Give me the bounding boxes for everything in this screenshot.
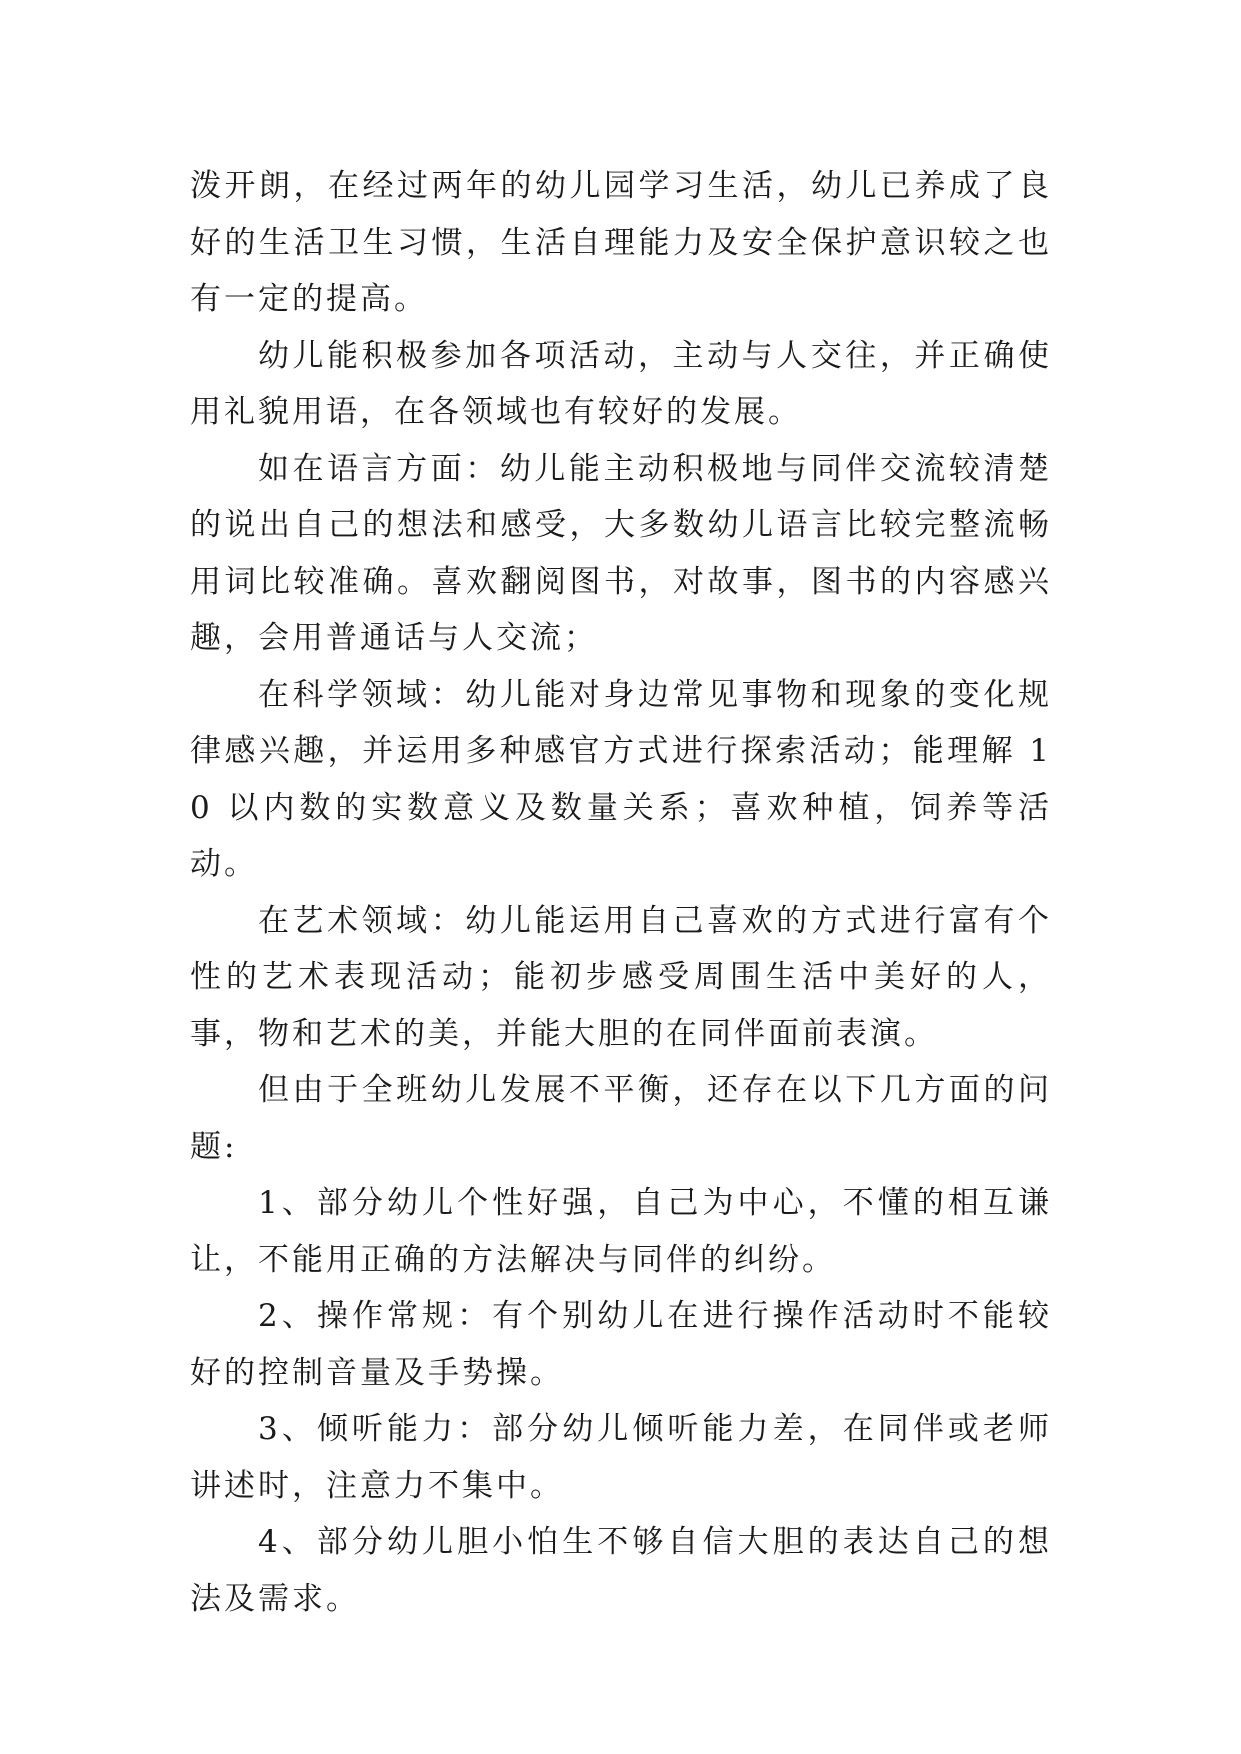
list-item-2: 2、操作常规：有个别幼儿在进行操作活动时不能较好的控制音量及手势操。 (190, 1298, 1052, 1391)
list-item-4: 4、部分幼儿胆小怕生不够自信大胆的表达自己的想法及需求。 (190, 1524, 1052, 1617)
list-item-1: 1、部分幼儿个性好强，自己为中心，不懂的相互谦让，不能用正确的方法解决与同伴的纠纷。 (190, 1185, 1052, 1278)
list-item-3: 3、倾听能力：部分幼儿倾听能力差，在同伴或老师讲述时，注意力不集中。 (190, 1411, 1052, 1504)
paragraph-4: 在科学领域：幼儿能对身边常见事物和现象的变化规律感兴趣，并运用多种感官方式进行探索活动；能理解 10 以内数的实数意义及数量关系；喜欢种植，饲养等活动。 (190, 676, 1052, 882)
document-body (190, 158, 1052, 1627)
paragraph-5: 在艺术领域：幼儿能运用自己喜欢的方式进行富有个性的艺术表现活动；能初步感受周围生活中美好的人，事，物和艺术的美，并能大胆的在同伴面前表演。 (190, 902, 1052, 1052)
paragraph-6: 但由于全班幼儿发展不平衡，还存在以下几方面的问题: (190, 1072, 1052, 1165)
paragraph-3: 如在语言方面：幼儿能主动积极地与同伴交流较清楚的说出自己的想法和感受，大多数幼儿语言比较完整流畅用词比较准确。喜欢翻阅图书，对故事，图书的内容感兴趣，会用普通话与人交流； (190, 450, 1052, 656)
paragraph-1: 泼开朗，在经过两年的幼儿园学习生活，幼儿已养成了良好的生活卫生习惯，生活自理能力及安全保护意识较之也有一定的提高。 (190, 168, 1052, 317)
paragraph-2: 幼儿能积极参加各项活动，主动与人交往，并正确使用礼貌用语，在各领域也有较好的发展。 (190, 337, 1052, 430)
